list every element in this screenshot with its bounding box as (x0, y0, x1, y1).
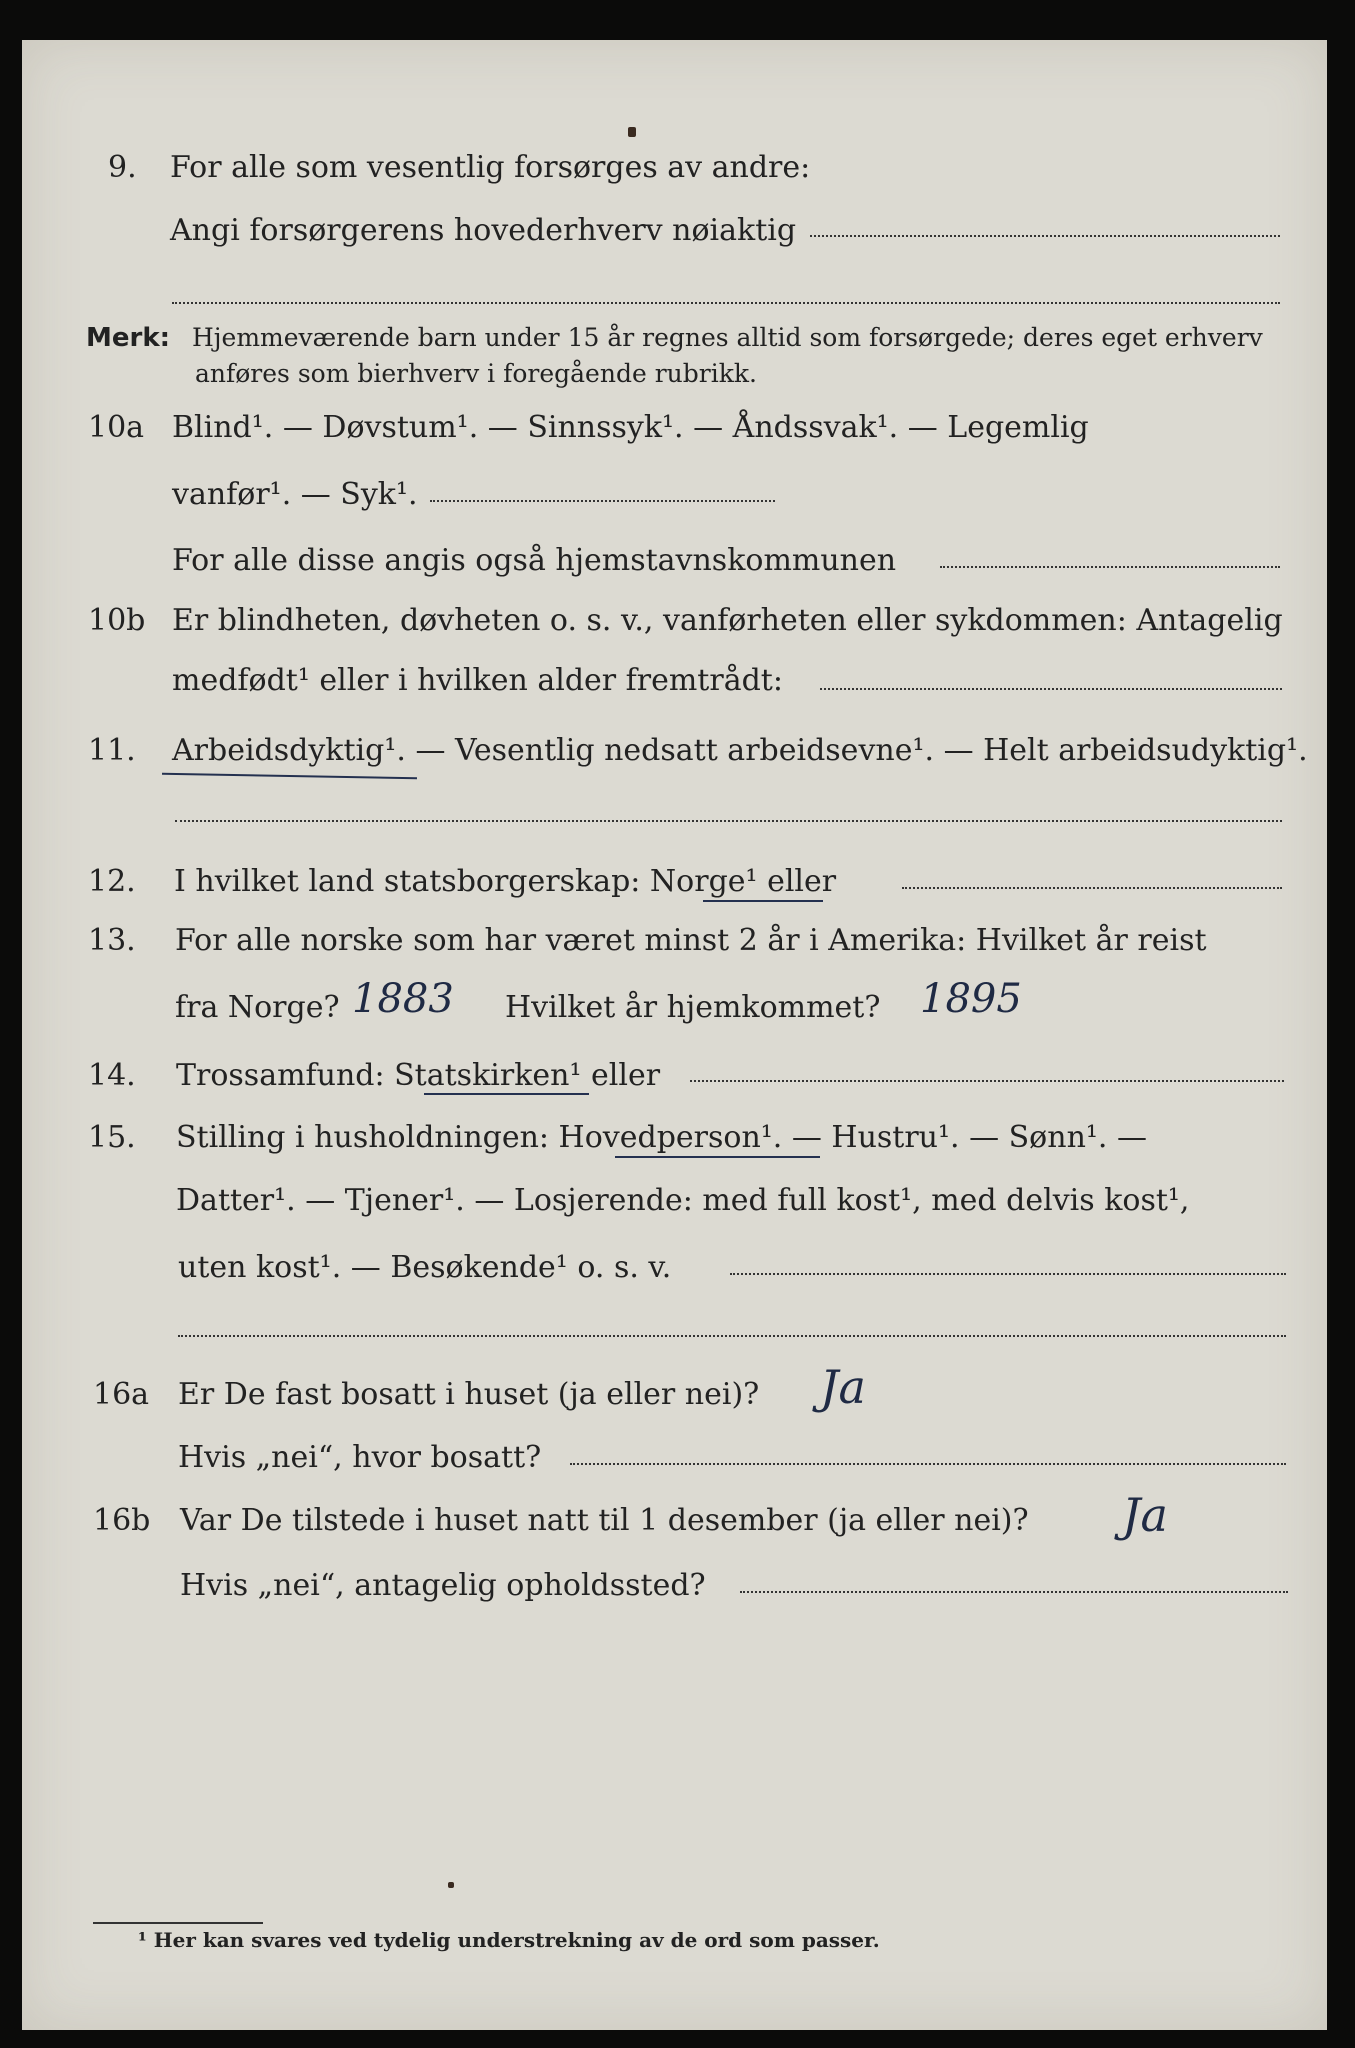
note-label: Merk: (86, 323, 171, 353)
answer-line[interactable] (430, 500, 775, 502)
question-text: Trossamfund: Statskirken¹ eller (176, 1058, 661, 1093)
ink-mark (628, 127, 636, 137)
answer-line[interactable] (570, 1463, 1286, 1465)
question-10b (0, 603, 1355, 643)
question-10a-line-3 (0, 543, 1355, 583)
note-text: anføres som bierhverv i foregående rubrikk. (195, 359, 757, 388)
question-16b-line-2 (0, 1568, 1355, 1608)
question-16a-line-2 (0, 1440, 1355, 1480)
question-10b-line-2 (0, 663, 1355, 703)
answer-line[interactable] (940, 566, 1280, 568)
question-text: Hvilket år hjemkommet? (505, 990, 881, 1025)
question-text: vanfør¹. — Syk¹. (172, 477, 418, 512)
answer-line[interactable] (172, 302, 1280, 304)
question-15 (0, 1120, 1355, 1160)
handwritten-year-departed[interactable]: 1883 (352, 976, 454, 1022)
question-10a (0, 410, 1355, 450)
answer-line[interactable] (175, 820, 1282, 822)
note-merk (0, 323, 1355, 363)
question-text: For alle disse angis også hjemstavnskommunen (172, 543, 897, 578)
answer-line[interactable] (740, 1591, 1288, 1593)
question-number: 14. (88, 1058, 136, 1093)
question-number: 13. (88, 923, 136, 958)
question-number: 10b (88, 603, 146, 638)
question-text: Hvis „nei“, hvor bosatt? (178, 1440, 542, 1475)
question-text: fra Norge? (175, 990, 340, 1025)
question-text: medfødt¹ eller i hvilken alder fremtrådt: (172, 663, 783, 698)
answer-line[interactable] (178, 1335, 1286, 1337)
ink-mark (448, 1882, 454, 1888)
question-text: Blind¹. — Døvstum¹. — Sinnssyk¹. — Åndssvak¹. — Legemlig (172, 410, 1089, 445)
question-9 (0, 150, 1355, 190)
question-16a (0, 1377, 1355, 1417)
underline-mark (615, 1156, 820, 1158)
question-text: For alle som vesentlig forsørges av andre: (170, 150, 811, 185)
question-number: 11. (88, 733, 136, 768)
question-15-line-2 (0, 1183, 1355, 1223)
question-13-line-2 (0, 990, 1355, 1030)
question-text: I hvilket land statsborgerskap: Norge¹ eller (174, 864, 837, 899)
footnote-text: ¹ Her kan svares ved tydelig understrekning av de ord som passer. (138, 1928, 880, 1952)
question-text: For alle norske som har været minst 2 år i Amerika: Hvilket år reist (175, 923, 1207, 958)
question-text: Stilling i husholdningen: Hovedperson¹. — Hustru¹. — Sønn¹. — (176, 1120, 1147, 1155)
handwritten-year-returned[interactable]: 1895 (920, 976, 1022, 1022)
underline-mark (424, 1093, 589, 1095)
question-number: 9. (108, 150, 137, 185)
answer-line[interactable] (902, 887, 1282, 889)
question-text: Datter¹. — Tjener¹. — Losjerende: med full kost¹, med delvis kost¹, (176, 1183, 1190, 1218)
question-text: Angi forsørgerens hovederhverv nøiaktig (170, 213, 797, 248)
footnote-rule (93, 1922, 263, 1924)
question-text: Er blindheten, døvheten o. s. v., vanførheten eller sykdommen: Antagelig (172, 603, 1283, 638)
answer-line[interactable] (810, 235, 1280, 237)
question-15-line-3 (0, 1250, 1355, 1290)
question-number: 16a (93, 1377, 150, 1412)
question-9-line-2 (0, 213, 1355, 253)
question-11 (0, 733, 1355, 773)
question-13 (0, 923, 1355, 963)
question-number: 15. (88, 1120, 136, 1155)
question-number: 12. (88, 864, 136, 899)
question-14 (0, 1058, 1355, 1098)
question-text: uten kost¹. — Besøkende¹ o. s. v. (178, 1250, 672, 1285)
question-text: Var De tilstede i huset natt til 1 desember (ja eller nei)? (180, 1503, 1029, 1538)
note-merk-line-2 (0, 359, 1355, 399)
question-12 (0, 864, 1355, 904)
question-10a-line-2 (0, 477, 1355, 517)
question-number: 16b (93, 1503, 151, 1538)
answer-line[interactable] (820, 688, 1282, 690)
note-text: Hjemmeværende barn under 15 år regnes alltid som forsørgede; deres eget erhverv (192, 323, 1263, 352)
question-text: Arbeidsdyktig¹. — Vesentlig nedsatt arbeidsevne¹. — Helt arbeidsudyktig¹. (172, 733, 1308, 768)
underline-mark (703, 900, 823, 902)
handwritten-answer-16a[interactable]: Ja (820, 1360, 866, 1414)
question-text: Er De fast bosatt i huset (ja eller nei)? (178, 1377, 760, 1412)
question-number: 10a (88, 410, 145, 445)
handwritten-answer-16b[interactable]: Ja (1122, 1488, 1168, 1542)
footnote (0, 1928, 1355, 1968)
answer-line[interactable] (690, 1080, 1284, 1082)
question-text: Hvis „nei“, antagelig opholdssted? (180, 1568, 706, 1603)
answer-line[interactable] (730, 1273, 1286, 1275)
